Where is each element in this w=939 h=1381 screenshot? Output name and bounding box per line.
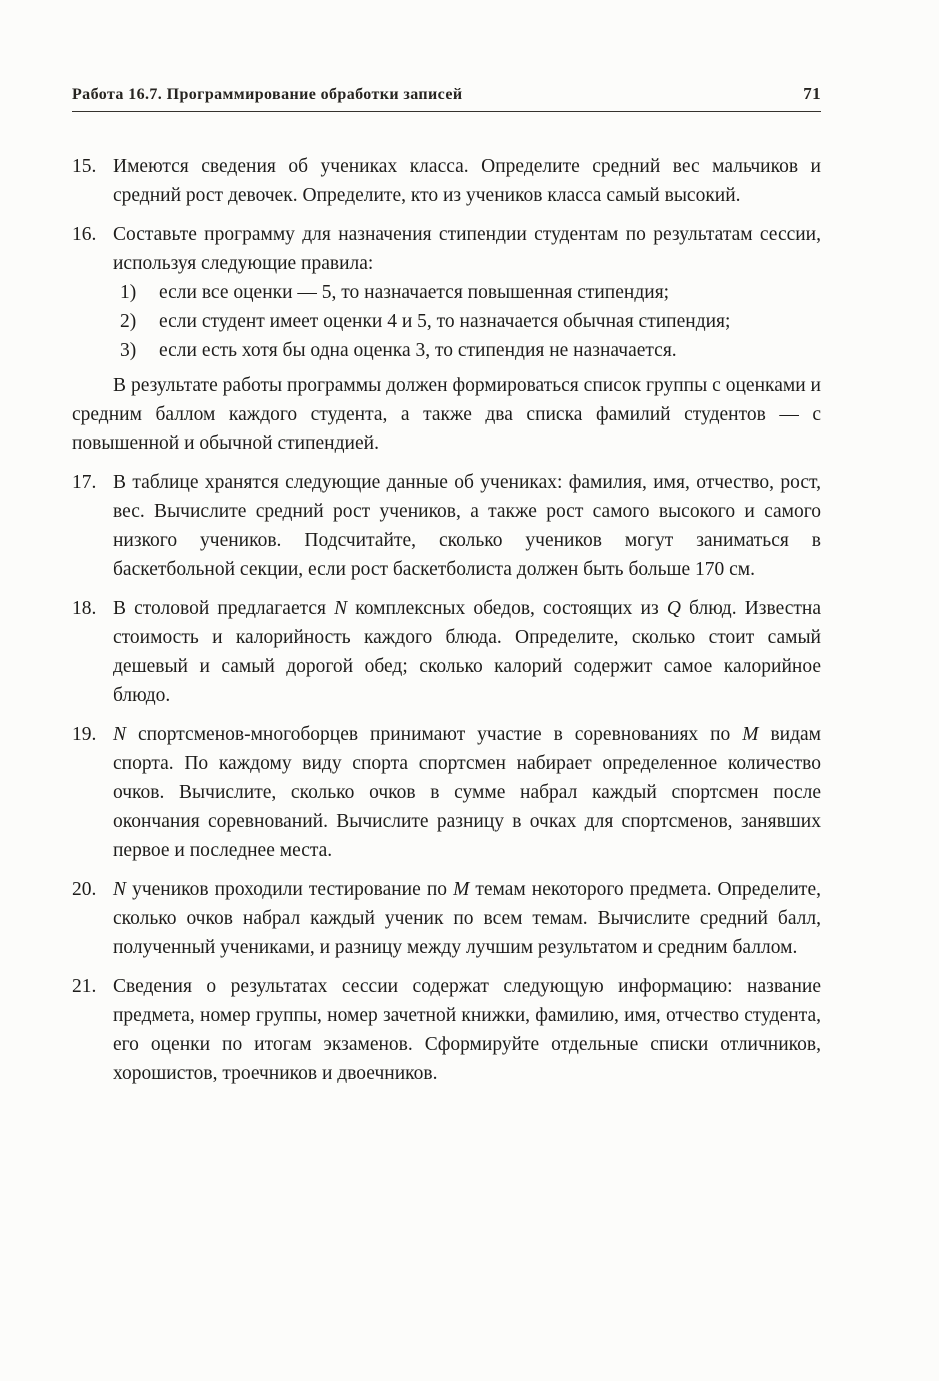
- item-paragraph: Составьте программу для назначения стипендии студентам по результатам сессии, используя следующие правила:: [113, 224, 821, 274]
- sub-item-text: если все оценки — 5, то назначается повышенная стипендия;: [159, 282, 670, 303]
- item-number: 16.: [72, 224, 97, 245]
- sub-item: [113, 278, 821, 307]
- sub-item-text: если студент имеет оценки 4 и 5, то назначается обычная стипендия;: [159, 311, 731, 332]
- exercise-item-19: [72, 720, 821, 865]
- exercise-item-17: [72, 468, 821, 584]
- item-number: 20.: [72, 879, 97, 900]
- sub-item-number: 3): [120, 340, 137, 361]
- exercise-item-21: [72, 972, 821, 1088]
- header-rule: [72, 111, 821, 112]
- sub-item: [113, 336, 821, 365]
- item-paragraph: Сведения о результатах сессии содержат следующую информацию: название предмета, номер группы, номер зачетной книжки, фамилию, имя, отчество студента, его оценки по итогам экзаменов. Сформируйте отдельные списки отличников, хорошистов, троечников и двоечников.: [113, 976, 821, 1084]
- exercise-list: [72, 152, 821, 1088]
- item-paragraph: N учеников проходили тестирование по M темам некоторого предмета. Определите, сколько очков набрал каждый ученик по всем темам. Вычислите средний балл, полученный учениками, и разницу между лучшим результатом и средним баллом.: [113, 879, 821, 958]
- item-number: 18.: [72, 598, 97, 619]
- exercise-item-18: [72, 594, 821, 710]
- math-variable: M: [742, 724, 759, 745]
- item-number: 21.: [72, 976, 97, 997]
- item-number: 19.: [72, 724, 97, 745]
- header-title: Работа 16.7. Программирование обработки записей: [72, 86, 463, 103]
- sub-item-number: 2): [120, 311, 137, 332]
- math-variable: N: [334, 598, 348, 619]
- exercise-item-20: [72, 875, 821, 962]
- math-variable: N: [113, 879, 127, 900]
- item-paragraph: N спортсменов-многоборцев принимают участие в соревнованиях по M видам спорта. По каждому виду спорта спортсмен набирает определенное количество очков. Вычислите, сколько очков в сумме набрал каждый спортсмен после окончания соревнований. Вычислите разницу в очках для спортсменов, занявших первое и последнее места.: [113, 724, 822, 861]
- item-number: 15.: [72, 156, 97, 177]
- sub-item: [113, 307, 821, 336]
- math-variable: N: [113, 724, 127, 745]
- item-paragraph: В столовой предлагается N комплексных обедов, состоящих из Q блюд. Известна стоимость и калорийность каждого блюда. Определите, сколько стоит самый дешевый и самый дорогой обед; сколько калорий содержит самое калорийное блюдо.: [113, 598, 822, 706]
- sub-item-text: если есть хотя бы одна оценка 3, то стипендия не назначается.: [159, 340, 677, 361]
- item-paragraph: Имеются сведения об учениках класса. Определите средний вес мальчиков и средний рост девочек. Определите, кто из учеников класса самый высокий.: [113, 156, 821, 206]
- math-variable: M: [453, 879, 470, 900]
- exercise-item-16: [72, 220, 821, 458]
- sub-item-number: 1): [120, 282, 137, 303]
- page-number: 71: [803, 84, 821, 103]
- item-paragraph: В таблице хранятся следующие данные об учениках: фамилия, имя, отчество, рост, вес. Вычислите средний рост учеников, а также рост самого высокого и самого низкого учеников. Подсчитайте, сколько учеников могут заниматься в баскетбольной секции, если рост баскетболиста должен быть больше 170 см.: [113, 472, 821, 580]
- followup-paragraph: В результате работы программы должен формироваться список группы с оценками и средним баллом каждого студента, а также два списка фамилий студентов — с повышенной и обычной стипендией.: [72, 375, 821, 454]
- page-header: [72, 84, 821, 111]
- item-number: 17.: [72, 472, 97, 493]
- math-variable: Q: [666, 598, 681, 619]
- exercise-item-15: [72, 152, 821, 210]
